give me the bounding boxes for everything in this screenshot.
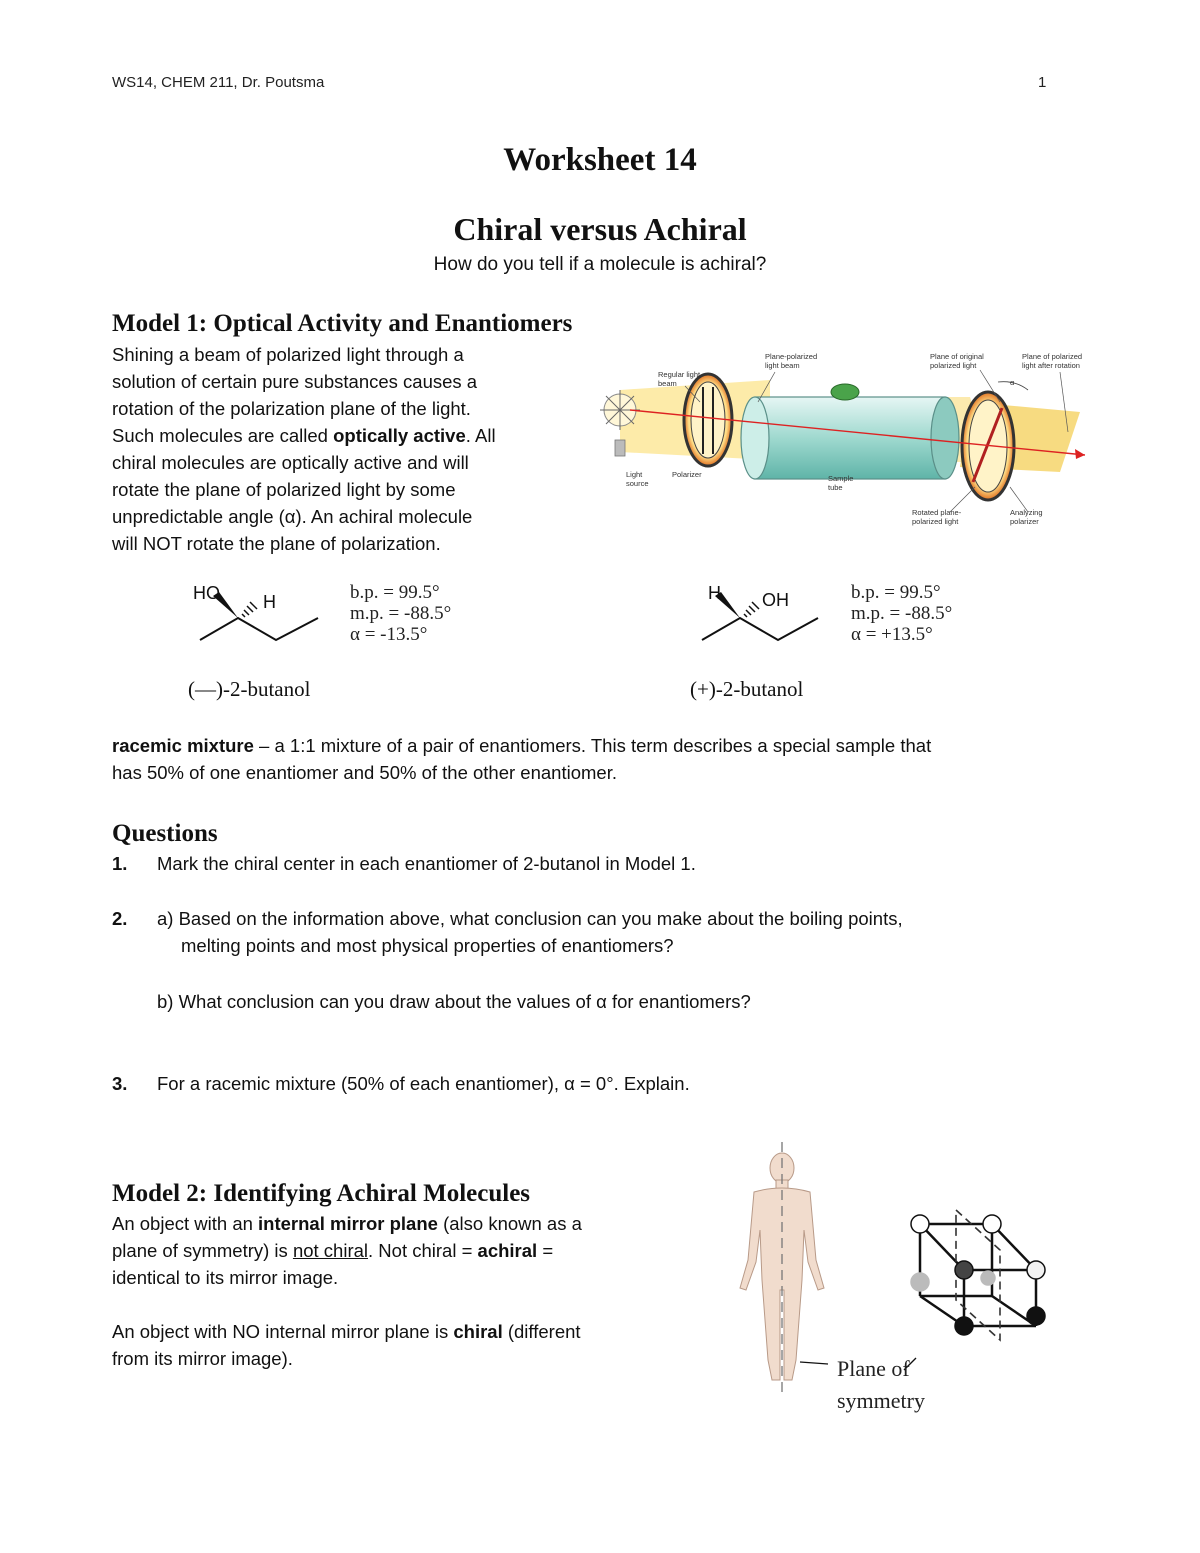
racemic-term: racemic mixture	[112, 735, 254, 756]
model1-line: Shining a beam of polarized light through a	[112, 344, 464, 365]
model2-line: plane of symmetry) is not chiral. Not chiral = achiral =	[112, 1240, 554, 1261]
model2-heading: Model 2: Identifying Achiral Molecules	[112, 1180, 531, 1207]
cube-model	[900, 1200, 1060, 1350]
label-alpha: α	[1010, 378, 1015, 387]
racemic-definition	[112, 732, 1092, 786]
carbon-chain	[702, 618, 818, 640]
boiling-point: b.p. = 99.5°	[851, 582, 941, 603]
hash-bond	[744, 602, 759, 617]
tube-end	[931, 397, 959, 479]
molecule1-right-label: H	[263, 592, 276, 612]
question-text: b) What conclusion can you draw about the values of α for enantiomers?	[157, 991, 751, 1012]
molecule2-left-label: H	[708, 583, 721, 603]
human-body	[740, 1153, 824, 1380]
question-number: 2.	[112, 908, 128, 929]
model2-line: from its mirror image).	[112, 1348, 293, 1369]
page-number: 1	[1038, 74, 1047, 91]
label-plane-polarized: Plane-polarized light beam	[765, 352, 818, 370]
arrow-head-icon	[1075, 449, 1085, 459]
molecule1-name: (—)-2-butanol	[188, 677, 311, 701]
atom-gray	[981, 1271, 995, 1285]
model1-line: rotate the plane of polarized light by some	[112, 479, 456, 500]
atom-gray	[911, 1273, 929, 1291]
cube-edges	[920, 1224, 1036, 1326]
molecule2-name: (+)-2-butanol	[690, 677, 804, 701]
label-line: symmetry	[837, 1388, 925, 1413]
worksheet-title: Worksheet 14	[503, 142, 697, 178]
model1-line: unpredictable angle (α). An achiral molecule	[112, 506, 473, 527]
not-chiral-term: not chiral	[292, 1240, 369, 1261]
label-sample-tube: Sample tube	[828, 474, 854, 492]
model1-line: Such molecules are called optically active. All	[112, 425, 496, 446]
optically-active-term: optically active	[333, 425, 466, 446]
model2-paragraph-1	[112, 1210, 692, 1291]
melting-point: m.p. = -88.5°	[350, 603, 452, 624]
worksheet-tagline: How do you tell if a molecule is achiral?	[433, 254, 767, 275]
molecule1-left-label: HO	[193, 583, 220, 603]
label-light-source: Light source	[626, 470, 649, 488]
label-plane-after: Plane of polarized light after rotation	[1022, 352, 1083, 370]
atom-dark	[955, 1261, 973, 1279]
question-number: 3.	[112, 1073, 128, 1094]
worksheet-subtitle: Chiral versus Achiral	[453, 211, 747, 247]
model1-heading: Model 1: Optical Activity and Enantiomers	[112, 310, 573, 337]
hash-bond	[242, 602, 257, 617]
question-number: 1.	[112, 853, 128, 874]
model2-paragraph-2	[112, 1318, 692, 1372]
question-text-continued: melting points and most physical properties of enantiomers?	[181, 935, 674, 956]
carbon-chain	[200, 618, 318, 640]
chiral-term: chiral	[453, 1321, 503, 1342]
internal-mirror-plane-term: internal mirror plane	[258, 1213, 438, 1234]
boiling-point: b.p. = 99.5°	[350, 582, 440, 603]
plane-of-symmetry-label	[837, 1353, 925, 1417]
model1-paragraph	[112, 341, 582, 557]
label-line: Plane of	[837, 1356, 910, 1381]
model1-line: will NOT rotate the plane of polarization.	[112, 533, 441, 554]
molecule1-properties	[350, 582, 451, 645]
model2-line: An object with an internal mirror plane (also known as a	[112, 1213, 582, 1234]
question-text: For a racemic mixture (50% of each enantiomer), α = 0°. Explain.	[157, 1073, 690, 1094]
atom-white	[911, 1215, 929, 1233]
question-text: Mark the chiral center in each enantiomer of 2-butanol in Model 1.	[157, 853, 696, 874]
atom-black	[955, 1317, 973, 1335]
model1-line: chiral molecules are optically active and will	[112, 452, 469, 473]
polarizer-inner	[691, 382, 725, 458]
label-analyzing: Analyzing polarizer	[1010, 508, 1043, 526]
atom-white	[1027, 1261, 1045, 1279]
atom-white	[983, 1215, 1001, 1233]
label-rotated-plane: Rotated plane-polarized light	[912, 508, 962, 526]
question-text: a) Based on the information above, what conclusion can you make about the boiling points,	[157, 908, 903, 929]
page-header: WS14, CHEM 211, Dr. Poutsma	[112, 74, 325, 91]
melting-point: m.p. = -88.5°	[851, 603, 953, 624]
tube-port	[831, 384, 859, 400]
racemic-line: racemic mixture – a 1:1 mixture of a pair of enantiomers. This term describes a special sample that	[112, 735, 932, 756]
rotation-value: α = -13.5°	[350, 624, 428, 645]
label-polarizer: Polarizer	[672, 470, 702, 479]
rotation-value: α = +13.5°	[851, 624, 933, 645]
molecule2-properties	[851, 582, 952, 645]
atom-black	[1027, 1307, 1045, 1325]
model1-line: rotation of the polarization plane of the light.	[112, 398, 471, 419]
racemic-line: has 50% of one enantiomer and 50% of the other enantiomer.	[112, 762, 617, 783]
questions-heading: Questions	[112, 820, 218, 847]
model1-line: solution of certain pure substances causes a	[112, 371, 478, 392]
label-regular-light: Regular light beam	[658, 370, 701, 388]
model2-line: An object with NO internal mirror plane is chiral (different	[112, 1321, 581, 1342]
label-plane-original: Plane of original polarized light	[930, 352, 984, 370]
molecule2-right-label: OH	[762, 590, 789, 610]
model2-line: identical to its mirror image.	[112, 1267, 339, 1288]
achiral-term: achiral	[477, 1240, 538, 1261]
pointer-line	[800, 1362, 828, 1364]
tube-end	[741, 397, 769, 479]
